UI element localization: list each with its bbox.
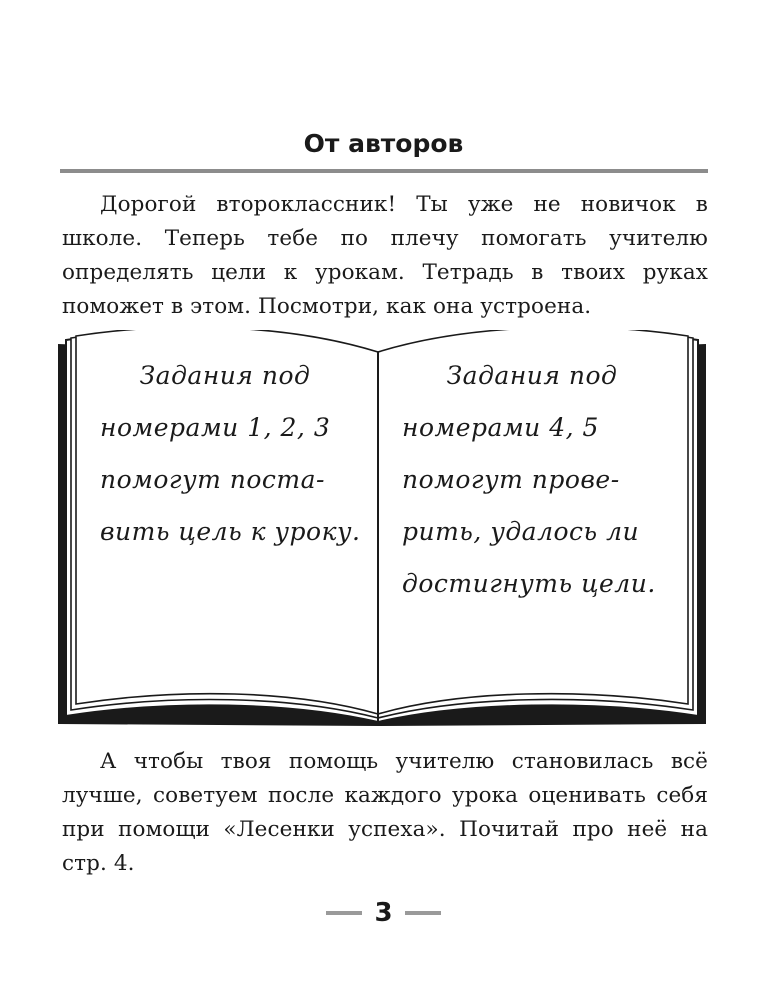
page-number: 3	[374, 898, 393, 928]
left-page-text	[100, 350, 361, 558]
right-page-line: рить, удалось ли	[402, 517, 640, 546]
right-page-line: номерами 4, 5	[402, 413, 599, 442]
right-page-line: достигнуть цели.	[402, 569, 656, 598]
left-page-line: Задания под	[139, 361, 311, 390]
right-page-text	[402, 350, 662, 610]
closing-paragraph	[62, 745, 708, 881]
section-heading: От авторов	[303, 129, 464, 158]
intro-paragraph-text: Дорогой второклассник! Ты уже не новичок в школе. Теперь тебе по плечу помогать учителю определять цели к урокам. Тетрадь в твоих руках поможет в этом. Посмотри, как она устроена.	[62, 192, 708, 319]
left-page-line: номерами 1, 2, 3	[100, 413, 331, 442]
page-number-dash-right	[405, 911, 441, 915]
page-number-dash-left	[326, 911, 362, 915]
left-page-line: помогут поста-	[100, 465, 325, 494]
page-number-footer	[0, 893, 767, 933]
right-page-line: помогут прове-	[402, 465, 620, 494]
closing-paragraph-text: А чтобы твоя помощь учителю становилась всё лучше, советуем после каждого урока оценивать себя при помощи «Лесенки успеха». Почитай про неё на стр. 4.	[62, 749, 708, 876]
right-page-line: Задания под	[446, 361, 618, 390]
intro-paragraph	[62, 188, 708, 324]
heading-underline	[60, 169, 708, 173]
left-page-line: вить цель к уроку.	[100, 517, 361, 546]
